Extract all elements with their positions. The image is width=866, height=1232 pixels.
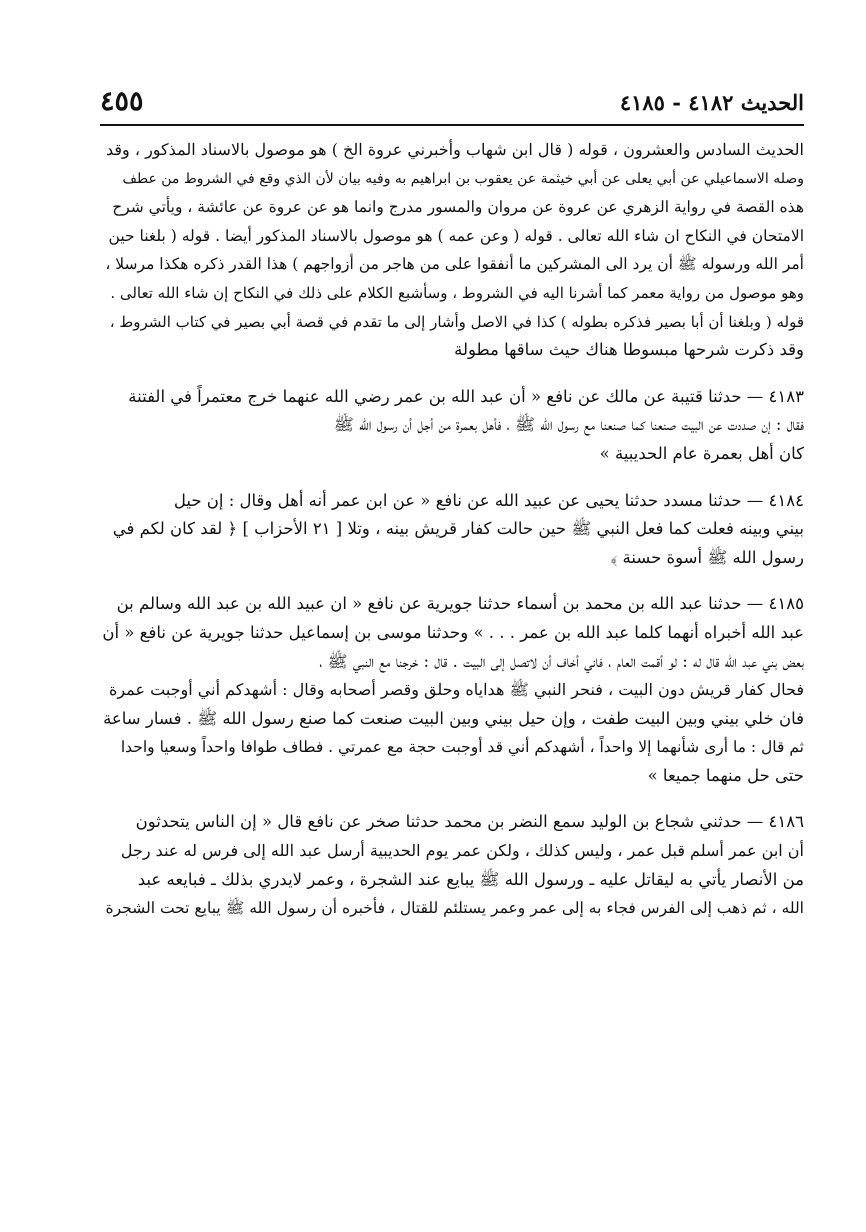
- hadith-line: من الأنصار يأتي به ليقاتل عليه ـ ورسول الله ﷺ يبايع عند الشجرة ، وعمر لايدري بذلك ـ فبايعه عبد: [137, 869, 804, 889]
- hadith-4186: [100, 808, 804, 922]
- running-title: الحديث ٤١٨٢ - ٤١٨٥: [619, 90, 804, 115]
- hadith-line: عبد الله أخبراه أنهما كلما عبد الله بن عمر . . . » وحدثنا موسى بن إسماعيل حدثنا جويرية عن نافع « أن: [102, 622, 804, 642]
- hadith-line: كان أهل بعمرة عام الحديبية »: [599, 443, 804, 463]
- commentary-line: وهو موصول من رواية معمر كما أشرنا اليه في الشروط ، وسأشبع الكلام على ذلك في النكاح إن شاء الله تعالى .: [110, 283, 804, 302]
- commentary-line: هذه القصة في رواية الزهري عن عروة عن مروان والمسور مدرج وانما هو عن عروة عن عائشة ، ويأتي شرح: [112, 198, 804, 217]
- hadith-line: حتى حل منهما جميعا »: [647, 765, 804, 785]
- commentary-line: الامتحان في النكاح ان شاء الله تعالى . قوله ( وعن عمه ) هو موصول بالاسناد المذكور أيضا . قوله ( بلغنا حين: [108, 226, 804, 245]
- hadith-line: ٤١٨٣ — حدثنا قتيبة عن مالك عن نافع « أن عبد الله بن عمر رضي الله عنهما خرج معتمراً في الفتنة: [128, 386, 804, 406]
- hadith-line: فان خلي بيني وبين البيت طفت ، وإن حيل بيني وبين البيت صنعت كما صنع رسول الله ﷺ . فسار ساعة: [103, 708, 804, 728]
- hadith-line: رسول الله ﷺ أسوة حسنة ﴾: [610, 547, 804, 567]
- hadith-line: بعض بني عبد الله قال له : لو أقمت العام ، فاني أخاف أن لاتصل إلى البيت . قال : خرجنا مع النبي ﷺ ،: [319, 651, 804, 671]
- hadith-4185: [100, 590, 804, 790]
- page-number: ٤٥٥: [100, 86, 144, 117]
- hadith-line: بيني وبينه فعلت كما فعل النبي ﷺ حين حالت كفار قريش بينه ، وتلا [ ٢١ الأحزاب ] ﴿ لقد كان لكم في: [112, 519, 804, 539]
- commentary-line: وقد ذكرت شرحها مبسوطا هناك حيث ساقها مطولة: [454, 340, 804, 360]
- hadith-line: فحال كفار قريش دون البيت ، فنحر النبي ﷺ هداياه وحلق وقصر أصحابه وقال : أشهدكم أني أوجبت عمرة: [109, 680, 804, 700]
- commentary-line: الحديث السادس والعشرون ، قوله ( قال ابن شهاب وأخبرني عروة الخ ) هو موصول بالاسناد المذكور ، وقد: [105, 140, 804, 159]
- header-rule: [100, 124, 804, 126]
- commentary-block: [100, 136, 804, 365]
- hadith-line: أن ابن عمر أسلم قبل عمر ، وليس كذلك ، ولكن عمر يوم الحديبية أرسل عبد الله إلى فرس له عند رجل: [120, 841, 804, 861]
- hadith-line: ٤١٨٦ — حدثني شجاع بن الوليد سمع النضر بن محمد حدثنا صخر عن نافع قال « إن الناس يتحدثون: [135, 812, 804, 832]
- section-gap: [100, 790, 804, 808]
- section-gap: [100, 572, 804, 590]
- section-gap: [100, 365, 804, 383]
- page-body: [100, 136, 804, 923]
- hadith-4184: [100, 487, 804, 573]
- commentary-line: وصله الاسماعيلي عن أبي يعلى عن أبي خيثمة عن يعقوب بن ابراهيم به وفيه بيان لأن الذي وقع في الشروط من عطف: [122, 170, 804, 187]
- commentary-line: قوله ( وبلغنا أن أبا بصير فذكره بطوله ) كذا في الاصل وأشار إلى ما تقدم في قصة أبي بصير في كتاب الشروط ،: [109, 312, 804, 331]
- commentary-line: أمر الله ورسوله ﷺ أن يرد الى المشركين ما أنفقوا على من هاجر من أزواجهم ) هذا القدر ذكره هكذا مرسلا ،: [105, 255, 804, 274]
- hadith-line: ٤١٨٤ — حدثنا مسدد حدثنا يحيى عن عبيد الله عن نافع « عن ابن عمر أنه أهل وقال : إن حيل: [173, 490, 804, 510]
- hadith-line: ثم قال : ما أرى شأنهما إلا واحداً ، أشهدكم أني قد أوجبت حجة مع عمرتي . فطاف طوافا واحداً وسعيا واحدا: [120, 738, 804, 757]
- page-header: [100, 86, 804, 120]
- hadith-line: ٤١٨٥ — حدثنا عبد الله بن محمد بن أسماء حدثنا جويرية عن نافع « ان عبيد الله بن عبد الله وسالم بن: [116, 594, 804, 614]
- hadith-line: فقال : إن صددت عن البيت صنعنا كما صنعنا مع رسول الله ﷺ ، فأهل بعمرة من أجل أن رسول الله ﷺ: [333, 415, 804, 435]
- hadith-line: الله ، ثم ذهب إلى الفرس فجاء به إلى عمر وعمر يستلئم للقتال ، فأخبره أن رسول الله ﷺ يبايع تحت الشجرة: [105, 899, 804, 918]
- section-gap: [100, 469, 804, 487]
- hadith-4183: [100, 383, 804, 469]
